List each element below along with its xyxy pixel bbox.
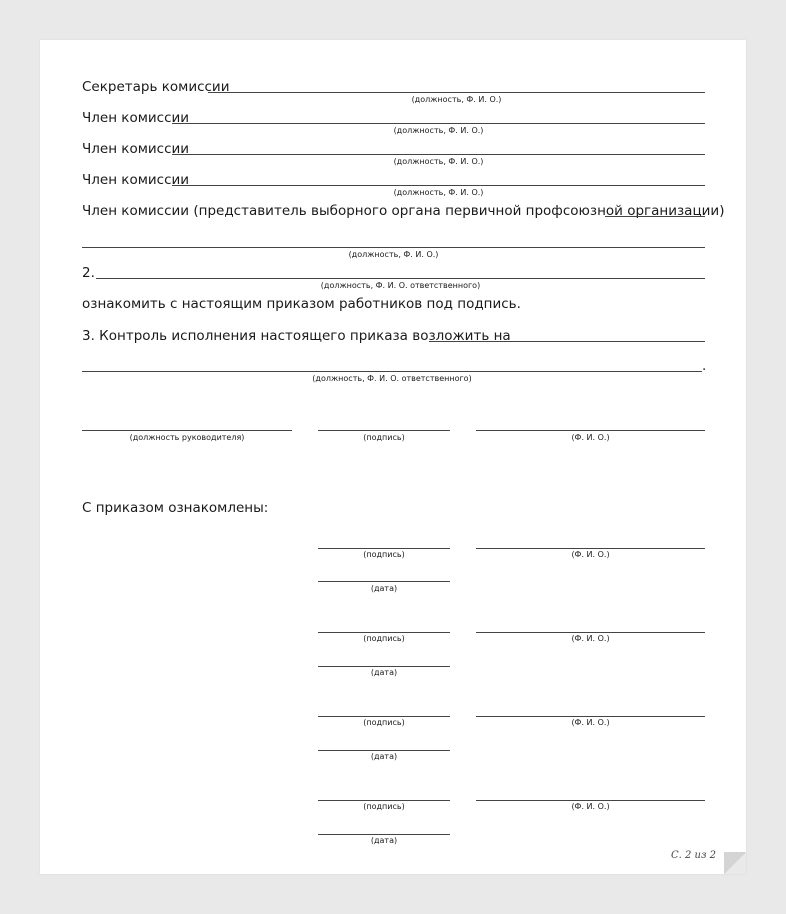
secretary-caption: (должность, Ф. И. О.) [411, 95, 502, 104]
item-3-period: . [702, 358, 707, 374]
member-1-label: Член комиссии [82, 110, 190, 126]
acq-3-signature-line[interactable] [318, 716, 450, 717]
secretary-label: Секретарь комиссии [82, 79, 230, 95]
member-3-caption: (должность, Ф. И. О.) [393, 188, 484, 197]
acq-4-date-line[interactable] [318, 834, 450, 835]
acq-1-signature-line[interactable] [318, 548, 450, 549]
acq-2-fio-caption: (Ф. И. О.) [571, 634, 610, 643]
member-union-caption: (должность, Ф. И. О.) [348, 250, 439, 259]
member-union-line-short[interactable] [605, 216, 705, 217]
member-2-line[interactable] [172, 154, 705, 155]
acquainted-title: С приказом ознакомлены: [82, 500, 269, 516]
acq-3-date-caption: (дата) [370, 752, 398, 761]
head-fio-caption: (Ф. И. О.) [571, 433, 610, 442]
acq-3-fio-line[interactable] [476, 716, 705, 717]
acq-1-signature-caption: (подпись) [363, 550, 405, 559]
member-3-label: Член комиссии [82, 172, 190, 188]
item-2-line[interactable] [96, 278, 705, 279]
document-page [40, 40, 746, 874]
acq-2-fio-line[interactable] [476, 632, 705, 633]
acq-3-signature-caption: (подпись) [363, 718, 405, 727]
item-3-line-short[interactable] [429, 341, 705, 342]
page-fold-corner [724, 852, 746, 874]
acq-3-fio-caption: (Ф. И. О.) [571, 718, 610, 727]
acq-3-date-line[interactable] [318, 750, 450, 751]
member-union-line[interactable] [82, 247, 705, 248]
item-3-text: 3. Контроль исполнения настоящего приказа возложить на [82, 328, 511, 344]
acq-4-fio-line[interactable] [476, 800, 705, 801]
acq-2-signature-line[interactable] [318, 632, 450, 633]
head-signature-caption: (подпись) [363, 433, 405, 442]
head-signature-line[interactable] [318, 430, 450, 431]
member-1-caption: (должность, Ф. И. О.) [393, 126, 484, 135]
acq-2-signature-caption: (подпись) [363, 634, 405, 643]
member-union-label: Член комиссии (представитель выборного органа первичной профсоюзной организации) [82, 203, 725, 219]
head-position-line[interactable] [82, 430, 292, 431]
member-2-caption: (должность, Ф. И. О.) [393, 157, 484, 166]
member-3-line[interactable] [172, 185, 705, 186]
acq-4-signature-line[interactable] [318, 800, 450, 801]
acq-1-date-line[interactable] [318, 581, 450, 582]
item-2-number: 2. [82, 265, 95, 281]
acq-1-fio-caption: (Ф. И. О.) [571, 550, 610, 559]
member-1-line[interactable] [172, 123, 705, 124]
item-2-text: ознакомить с настоящим приказом работников под подпись. [82, 296, 521, 312]
member-2-label: Член комиссии [82, 141, 190, 157]
acq-4-fio-caption: (Ф. И. О.) [571, 802, 610, 811]
secretary-line[interactable] [208, 92, 705, 93]
item-2-caption: (должность, Ф. И. О. ответственного) [320, 281, 481, 290]
acq-2-date-caption: (дата) [370, 668, 398, 677]
item-3-line[interactable] [82, 371, 702, 372]
head-position-caption: (должность руководителя) [129, 433, 245, 442]
acq-2-date-line[interactable] [318, 666, 450, 667]
acq-4-signature-caption: (подпись) [363, 802, 405, 811]
acq-4-date-caption: (дата) [370, 836, 398, 845]
acq-1-date-caption: (дата) [370, 584, 398, 593]
head-fio-line[interactable] [476, 430, 705, 431]
item-3-caption: (должность, Ф. И. О. ответственного) [312, 374, 472, 383]
acq-1-fio-line[interactable] [476, 548, 705, 549]
page-number: С. 2 из 2 [671, 850, 716, 861]
